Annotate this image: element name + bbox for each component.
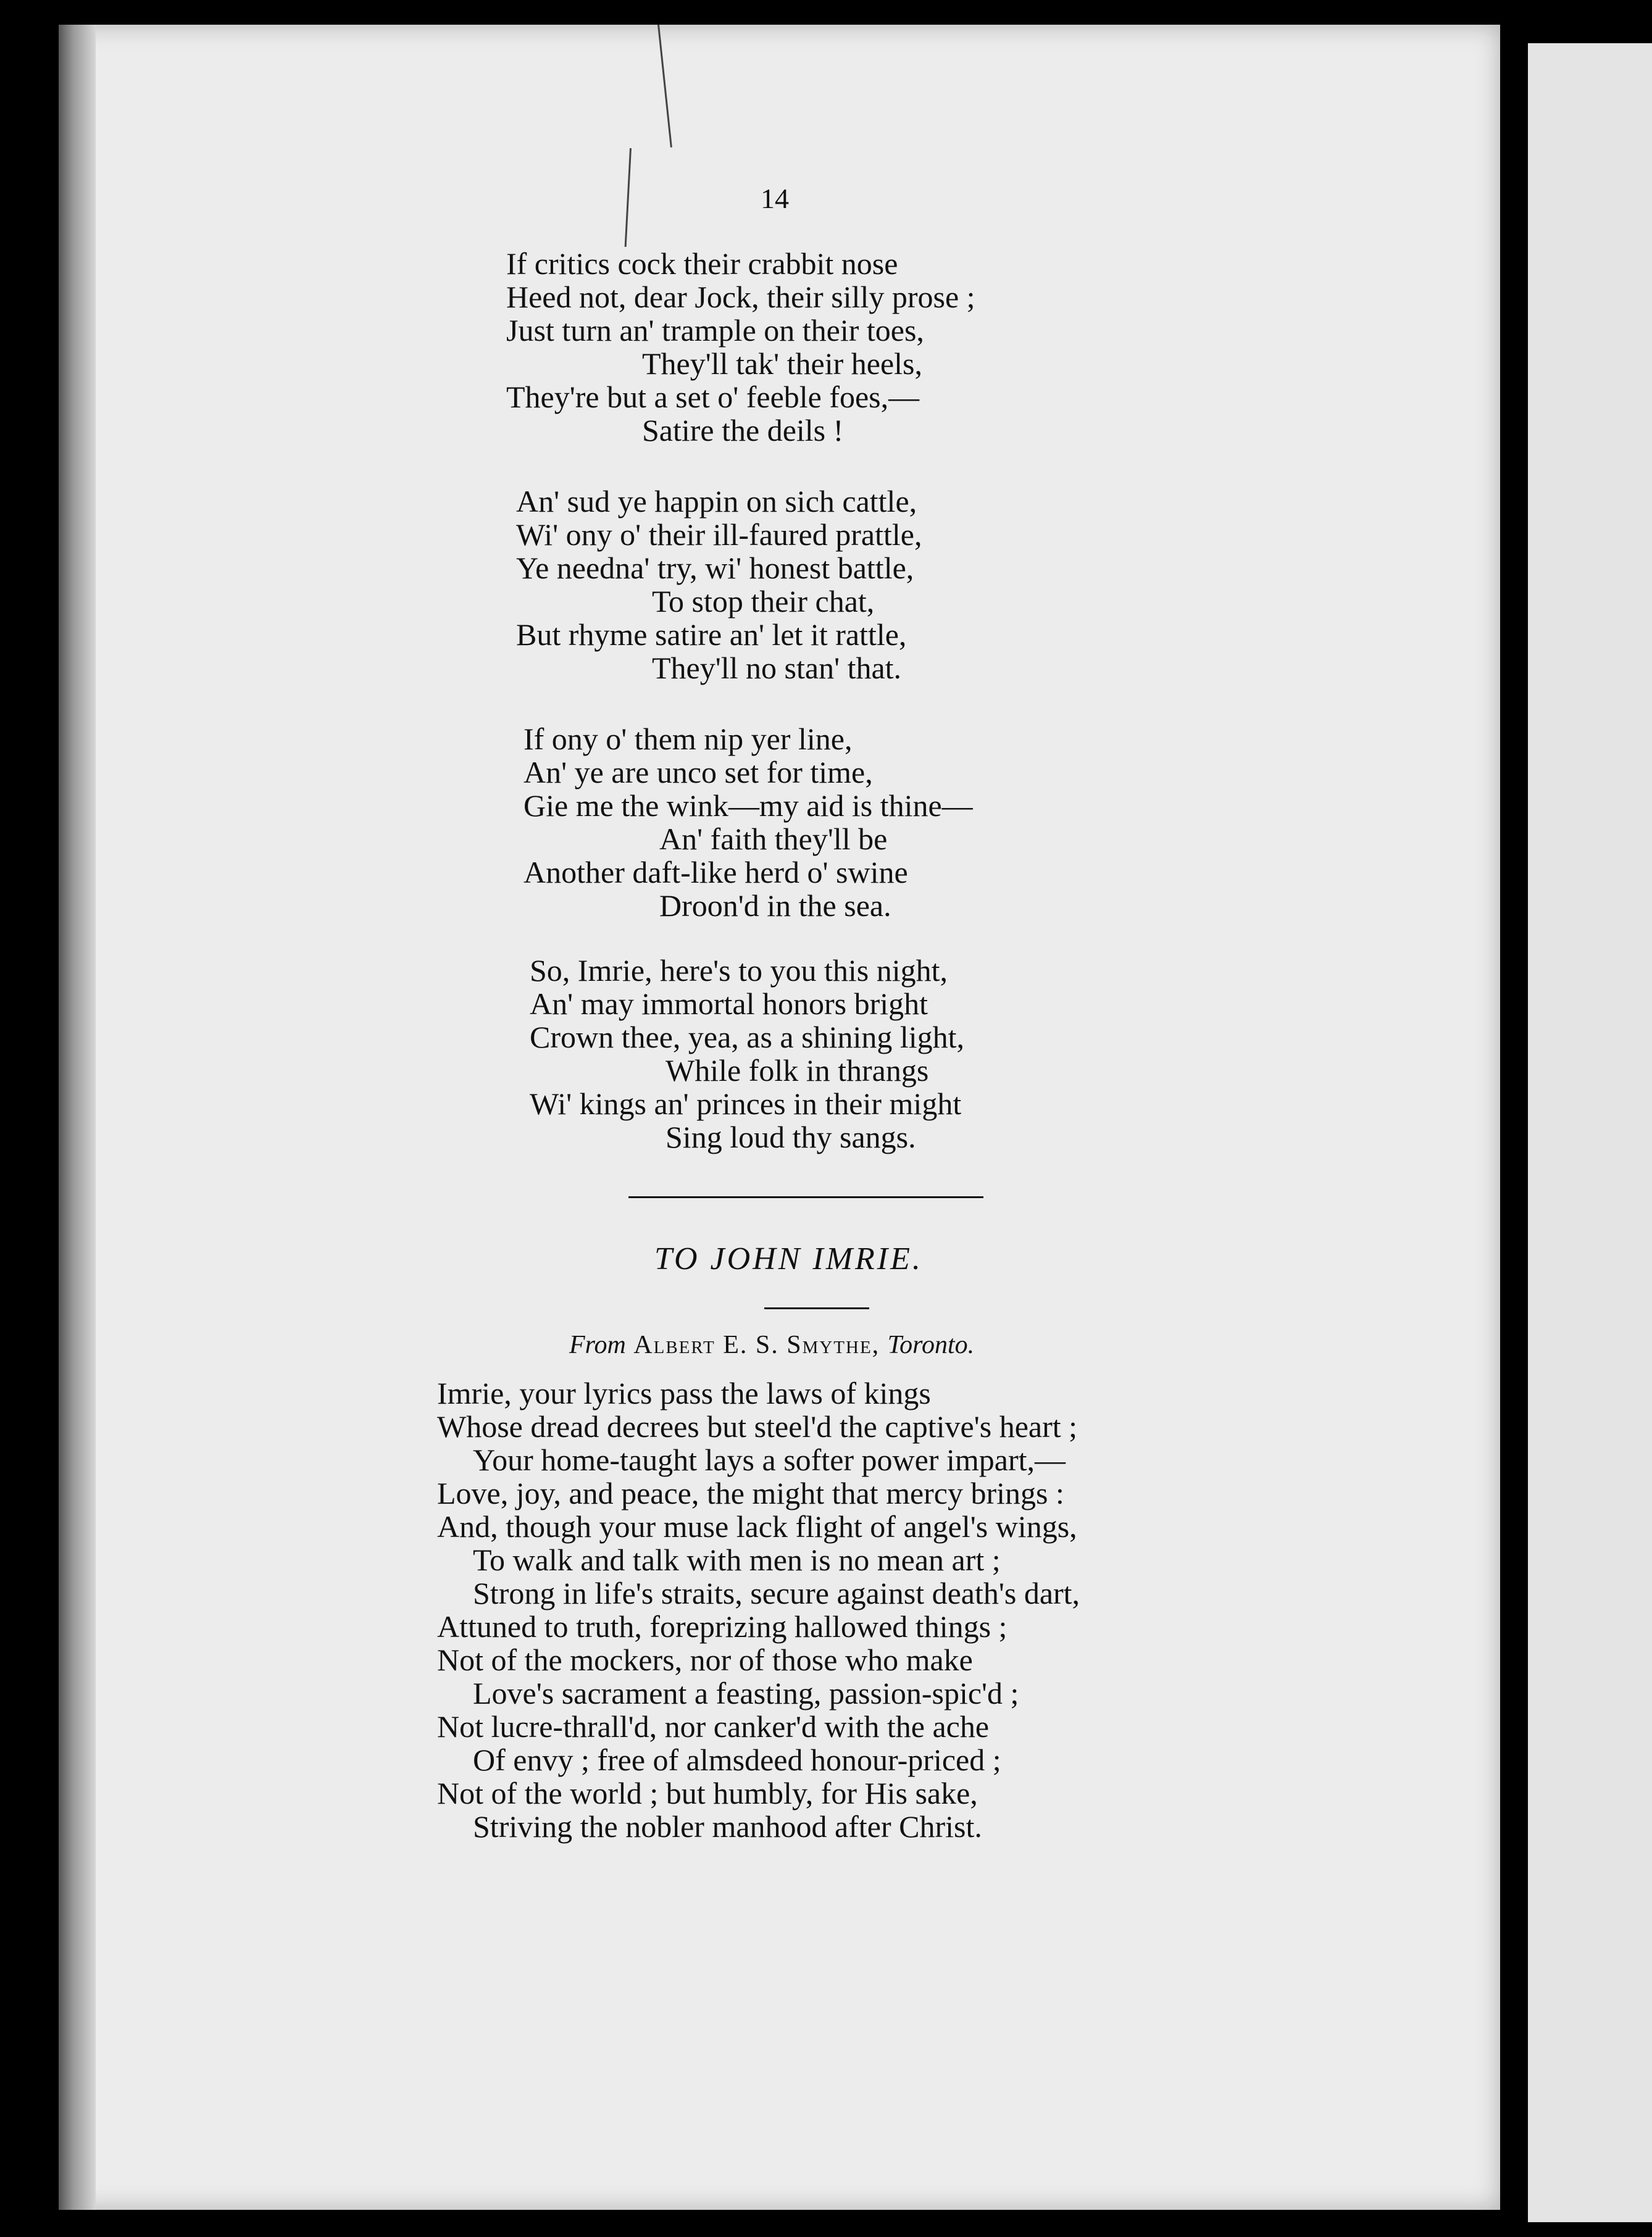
poem-attribution	[569, 1330, 974, 1360]
attribution-place: Toronto.	[887, 1331, 975, 1359]
poem-line: Striving the nobler manhood after Christ.	[473, 1809, 982, 1844]
poem-line: While folk in thrangs	[665, 1053, 929, 1088]
poem-line: And, though your muse lack flight of angel's wings,	[437, 1509, 1077, 1544]
page-number: 14	[761, 183, 789, 214]
poem-line: Not of the mockers, nor of those who make	[437, 1643, 973, 1677]
poem-line: Heed not, dear Jock, their silly prose ;	[506, 280, 975, 314]
poem-line: Of envy ; free of almsdeed honour-priced ;	[473, 1743, 1001, 1777]
poem-line: They're but a set o' feeble foes,—	[506, 380, 920, 414]
attribution-from: From	[569, 1331, 626, 1359]
poem-line: Another daft-like herd o' swine	[524, 855, 908, 889]
poem-stanza	[524, 722, 973, 922]
poem-line: Satire the deils !	[642, 413, 844, 448]
poem-line: Sing loud thy sangs.	[665, 1120, 916, 1154]
poem-line: Wi' ony o' their ill-faured prattle,	[516, 517, 922, 552]
poem-line: An' ye are unco set for time,	[524, 755, 873, 789]
poem-line: To stop their chat,	[652, 584, 875, 619]
poem-stanza	[516, 485, 922, 685]
poem-line: If ony o' them nip yer line,	[524, 722, 853, 756]
poem-line: Ye needna' try, wi' honest battle,	[516, 551, 914, 585]
poem-stanza	[530, 954, 964, 1154]
poem-line: Crown thee, yea, as a shining light,	[530, 1020, 965, 1054]
poem-line: Love, joy, and peace, the might that mercy brings :	[437, 1476, 1064, 1510]
title-underline	[764, 1307, 869, 1309]
poem-line: They'll no stan' that.	[652, 651, 902, 685]
poem-line: An' may immortal honors bright	[530, 986, 928, 1021]
poem-line: Gie me the wink—my aid is thine—	[524, 788, 973, 823]
page-gutter	[59, 25, 96, 2210]
poem-line: But rhyme satire an' let it rattle,	[516, 617, 907, 652]
poem-line: Your home-taught lays a softer power impart,—	[473, 1443, 1066, 1477]
poem-line: If critics cock their crabbit nose	[506, 246, 898, 281]
poem-line: So, Imrie, here's to you this night,	[530, 953, 948, 988]
poem-line: Wi' kings an' princes in their might	[530, 1086, 962, 1121]
poem-line: An' faith they'll be	[659, 822, 888, 856]
poem-line: Strong in life's straits, secure against death's dart,	[473, 1576, 1080, 1610]
poem-line: They'll tak' their heels,	[642, 346, 922, 381]
poem-line: Not of the world ; but humbly, for His sake,	[437, 1776, 978, 1810]
poem-line: Not lucre-thrall'd, nor canker'd with the ache	[437, 1709, 990, 1744]
poem-line: Attuned to truth, foreprizing hallowed things ;	[437, 1609, 1007, 1644]
poem-line: An' sud ye happin on sich cattle,	[516, 484, 917, 519]
attribution-author: Albert E. S. Smythe,	[633, 1331, 880, 1359]
poem-line: Love's sacrament a feasting, passion-spic'd ;	[473, 1676, 1019, 1710]
poem-line: Just turn an' trample on their toes,	[506, 313, 924, 348]
next-page-edge	[1528, 43, 1652, 2222]
poem-line: To walk and talk with men is no mean art ;	[473, 1543, 1001, 1577]
section-divider	[628, 1196, 983, 1198]
poem-line: Imrie, your lyrics pass the laws of kings	[437, 1376, 931, 1410]
poem-line: Whose dread decrees but steel'd the captive's heart ;	[437, 1409, 1078, 1444]
poem-stanza	[506, 247, 975, 447]
poem-title: TO JOHN IMRIE.	[654, 1241, 923, 1277]
poem-line: Droon'd in the sea.	[659, 888, 891, 923]
sonnet	[437, 1377, 1080, 1843]
